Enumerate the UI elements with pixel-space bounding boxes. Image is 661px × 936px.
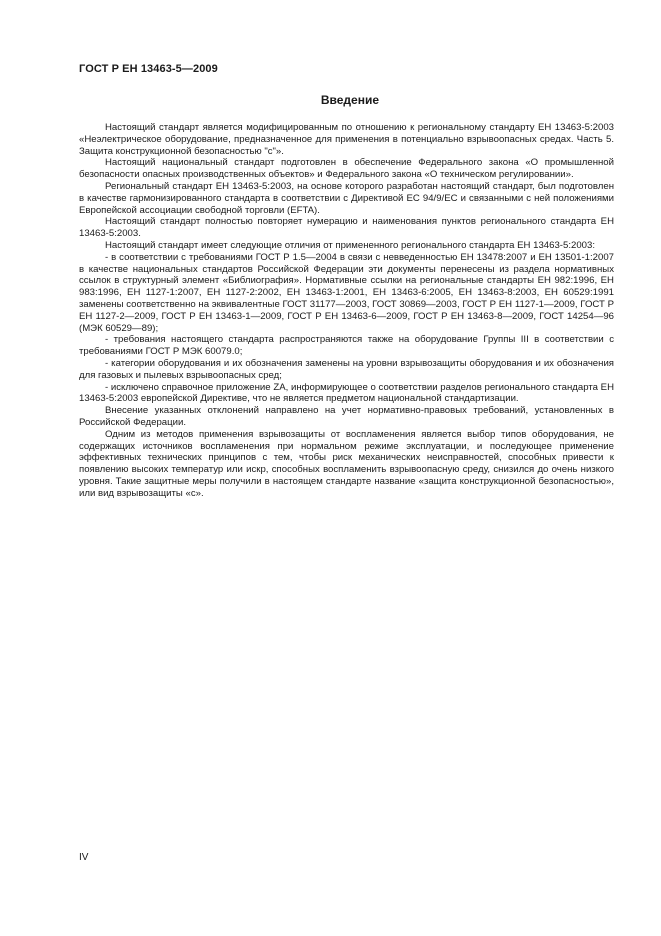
list-item: - требования настоящего стандарта распространяются также на оборудование Группы III в соответствии с требованиями ГОСТ Р МЭК 60079.0; bbox=[79, 334, 614, 358]
paragraph: Настоящий национальный стандарт подготовлен в обеспечение Федерального закона «О промышленной безопасности опасных производственных объектов» и Федерального закона «О техническом регулировании». bbox=[79, 157, 614, 181]
section-body bbox=[79, 122, 614, 500]
paragraph: Настоящий стандарт имеет следующие отличия от примененного регионального стандарта ЕН 13463-5:2003: bbox=[105, 239, 596, 251]
page-number: IV bbox=[79, 852, 89, 863]
paragraph: Региональный стандарт ЕН 13463-5:2003, на основе которого разработан настоящий стандарт, был подготовлен в качестве гармонизированного стандарта в соответствии с Директивой ЕС 94/9/ЕС и связанными с ней положениями Европейской ассоциации свободной торговли (EFTA). bbox=[79, 180, 614, 216]
paragraph: Одним из методов применения взрывозащиты от воспламенения является выбор типов оборудования, не содержащих источников воспламенения при нормальном режиме эксплуатации, и последующее применение эффективных технических принципов с тем, чтобы риск механических неисправностей, способных привести к появлению высоких температур или искр, способных воспламенить взрывоопасную среду, снизился до очень низкого уровня. Такие защитные меры получили в настоящем стандарте название «защита конструкционной безопасностью», или вид взрывозащиты «c». bbox=[79, 428, 614, 499]
document-code-header: ГОСТ Р ЕН 13463-5—2009 bbox=[79, 63, 218, 75]
list-item: - категории оборудования и их обозначения заменены на уровни взрывозащиты оборудования и их обозначения для газовых и пылевых взрывоопасных сред; bbox=[79, 357, 614, 381]
section-title: Введение bbox=[320, 93, 379, 107]
list-item: - исключено справочное приложение ZA, информирующее о соответствии разделов регионального стандарта ЕН 13463-5:2003 европейской Директиве, что не является предметом национальной стандартизации. bbox=[79, 381, 614, 405]
paragraph: Настоящий стандарт полностью повторяет нумерацию и наименования пунктов регионального стандарта ЕН 13463-5:2003. bbox=[79, 216, 614, 240]
paragraph: Внесение указанных отклонений направлено на учет нормативно-правовых требований, установленных в Российской Федерации. bbox=[79, 405, 614, 428]
paragraph: Настоящий стандарт является модифицированным по отношению к региональному стандарту ЕН 13463-5:2003 «Неэлектрическое оборудование, предназначенное для применения в потенциально взрывоопасных средах. Часть 5. Защита конструкционной безопасностью "c"». bbox=[79, 122, 614, 157]
list-item: - в соответствии с требованиями ГОСТ Р 1.5—2004 в связи с невведенностью ЕН 13478:2007 и ЕН 13501-1:2007 в качестве национальных стандартов Российской Федерации эти документы перенесены из раздела нормативных ссылок в структурный элемент «Библиография». Нормативные ссылки на региональные стандарты ЕН 982:1996, ЕН 983:1996, ЕН 1127-1:2007, ЕН 1127-2:2002, ЕН 13463-1:2001, ЕН 13463-6:2005, ЕН 13463-8:2003, ЕН 60529:1991 заменены соответственно на эквивалентные ГОСТ 31177—2003, ГОСТ 30869—2003, ГОСТ Р ЕН 1127-1—2009, ГОСТ Р ЕН 1127-2—2009, ГОСТ Р ЕН 13463-1—2009, ГОСТ Р ЕН 13463-6—2009, ГОСТ Р ЕН 13463-8—2009, ГОСТ 14254—96 (МЭК 60529—89); bbox=[79, 251, 614, 334]
